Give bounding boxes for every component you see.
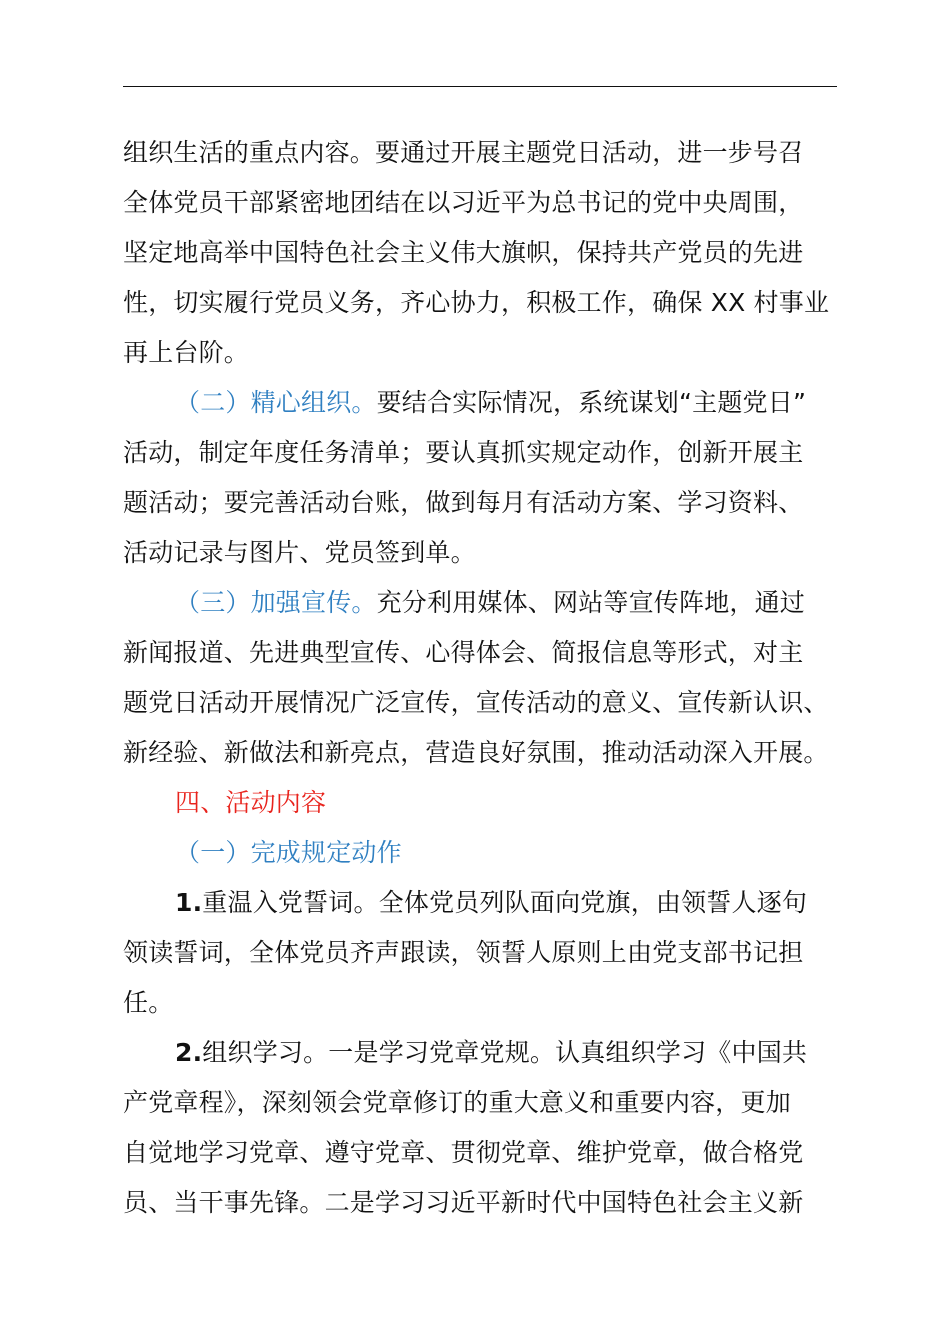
subheading-4-1: （一）完成规定动作 xyxy=(175,838,402,867)
text-line: 新闻报道、先进典型宣传、心得体会、简报信息等形式，对主 xyxy=(123,638,804,667)
text-line: 产党章程》，深刻领会党章修订的重大意义和重要内容，更加 xyxy=(123,1088,791,1117)
item-2 xyxy=(123,1028,845,1228)
text-run: 要结合实际情况，系统谋划“主题党日” xyxy=(376,388,807,417)
document-body xyxy=(123,128,845,1228)
item-1 xyxy=(123,878,845,1028)
text-line: 活动，制定年度任务清单；要认真抓实规定动作，创新开展主 xyxy=(123,438,804,467)
text-line xyxy=(123,378,845,428)
item-number: 2. xyxy=(175,1038,203,1067)
section-heading-4: 四、活动内容 xyxy=(175,788,327,817)
text-run: 充分利用媒体、网站等宣传阵地，通过 xyxy=(376,588,806,617)
text-line: 新经验、新做法和新亮点，营造良好氛围，推动活动深入开展。 xyxy=(123,738,829,767)
text-line: 员、当干事先锋。二是学习习近平新时代中国特色社会主义新 xyxy=(123,1188,804,1217)
paragraph-2 xyxy=(123,378,845,578)
paragraph-1 xyxy=(123,128,845,378)
text-line: 再上台阶。 xyxy=(123,338,250,367)
text-line xyxy=(123,878,845,928)
text-run: 重温入党誓词。全体党员列队面向党旗，由领誓人逐句 xyxy=(202,888,808,917)
text-line: 活动记录与图片、党员签到单。 xyxy=(123,538,476,567)
text-line: 组织生活的重点内容。要通过开展主题党日活动，进一步号召 xyxy=(123,138,804,167)
text-run: 组织学习。一是学习党章党规。认真组织学习《中国共 xyxy=(202,1038,808,1067)
header-rule xyxy=(123,86,837,87)
item-number: 1. xyxy=(175,888,203,917)
text-line xyxy=(123,578,845,628)
text-line: 题党日活动开展情况广泛宣传，宣传活动的意义、宣传新认识、 xyxy=(123,688,829,717)
paragraph-3 xyxy=(123,578,845,778)
text-line: 坚定地高举中国特色社会主义伟大旗帜，保持共产党员的先进 xyxy=(123,238,804,267)
text-line: 全体党员干部紧密地团结在以习近平为总书记的党中央周围， xyxy=(123,188,804,217)
subheading-3: （三）加强宣传。 xyxy=(175,588,377,617)
text-line xyxy=(123,1028,845,1078)
subheading-2: （二）精心组织。 xyxy=(175,388,377,417)
text-line: 任。 xyxy=(123,988,174,1017)
text-line: 领读誓词，全体党员齐声跟读，领誓人原则上由党支部书记担 xyxy=(123,938,804,967)
text-line: 性，切实履行党员义务，齐心协力，积极工作，确保 XX 村事业 xyxy=(123,288,830,317)
text-line: 题活动；要完善活动台账，做到每月有活动方案、学习资料、 xyxy=(123,488,804,517)
text-line: 自觉地学习党章、遵守党章、贯彻党章、维护党章，做合格党 xyxy=(123,1138,804,1167)
